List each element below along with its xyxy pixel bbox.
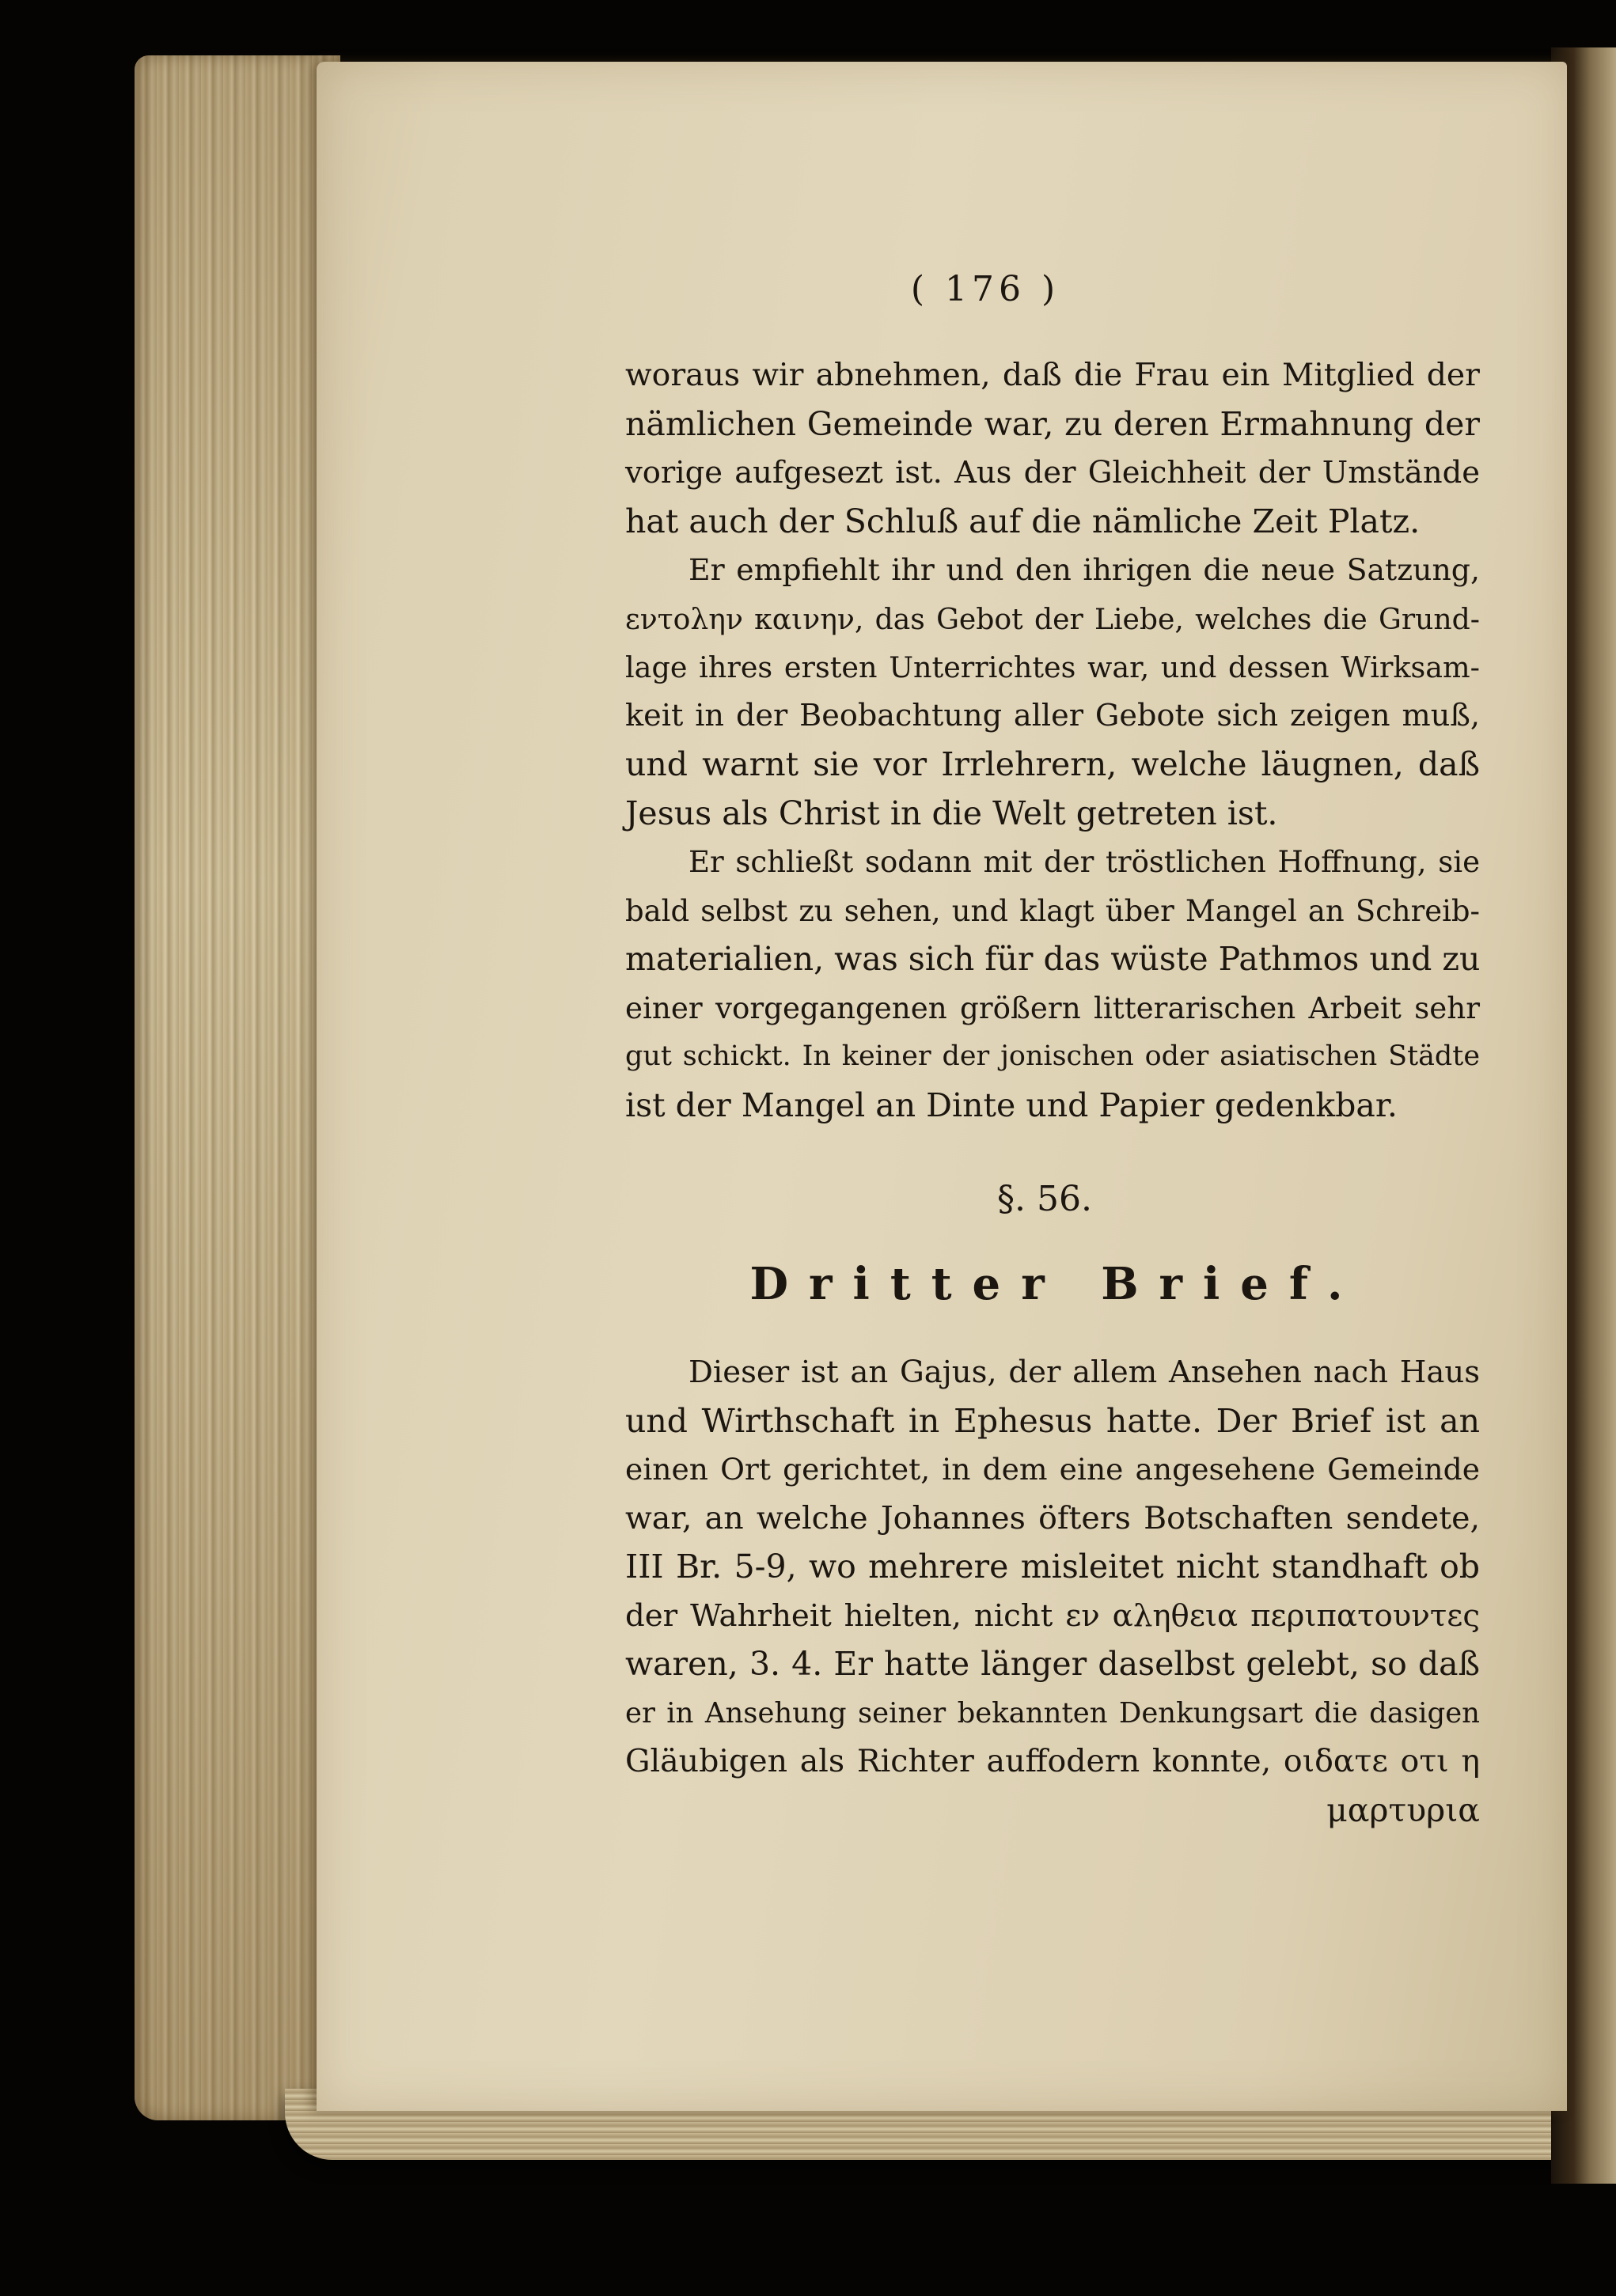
text-line: Er empfiehlt ihr und den ihrigen die neue Satzung, xyxy=(689,552,1480,587)
text-line: Dieser ist an Gajus, der allem Ansehen nach Haus xyxy=(689,1354,1480,1390)
page-edges-left xyxy=(135,55,340,2120)
paragraph-4 xyxy=(625,1348,1480,1835)
text-line: er in Ansehung seiner bekannten Denkungsart die dasigen xyxy=(625,1696,1480,1730)
text-line: εντολην καινην, das Gebot der Liebe, welches die Grund- xyxy=(625,601,1480,636)
text-line: III Br. 5-9, wo mehrere misleitet nicht standhaft ob xyxy=(625,1548,1480,1586)
text-line: Jesus als Christ in die Welt getreten ist. xyxy=(625,794,1278,832)
text-line: bald selbst zu sehen, und klagt über Mangel an Schreib- xyxy=(625,893,1480,928)
paragraph-3 xyxy=(625,838,1480,1130)
text-line: der Wahrheit hielten, nicht εν αληθεια περιπατουντες xyxy=(625,1597,1480,1634)
text-line: keit in der Beobachtung aller Gebote sich zeigen muß, xyxy=(625,698,1480,733)
text-line: ist der Mangel an Dinte und Papier gedenkbar. xyxy=(625,1085,1398,1124)
section-title: Dritter Brief. xyxy=(749,1258,1364,1310)
text-line: Gläubigen als Richter auffodern konnte, οιδατε οτι η xyxy=(625,1743,1480,1779)
text-line: nämlichen Gemeinde war, zu deren Ermahnung der xyxy=(625,404,1480,443)
text-line: und warnt sie vor Irrlehrern, welche läugnen, daß xyxy=(625,745,1480,783)
catchword: μαρτυρια xyxy=(1326,1790,1480,1829)
text-line: einer vorgegangenen größern litterarischen Arbeit sehr xyxy=(625,990,1480,1025)
text-line: waren, 3. 4. Er hatte länger daselbst gelebt, so daß xyxy=(625,1645,1480,1683)
text-line: einen Ort gerichtet, in dem eine angesehene Gemeinde xyxy=(625,1452,1480,1487)
paragraph-2 xyxy=(625,546,1480,838)
text-line: und Wirthschaft in Ephesus hatte. Der Brief ist an xyxy=(625,1401,1480,1440)
text-line: hat auch der Schluß auf die nämliche Zeit Platz. xyxy=(625,502,1421,540)
text-line: vorige aufgesezt ist. Aus der Gleichheit der Umstände xyxy=(625,455,1480,491)
text-line: materialien, was sich für das wüste Pathmos und zu xyxy=(625,940,1481,978)
text-line: lage ihres ersten Unterrichtes war, und dessen Wirksam- xyxy=(625,650,1480,684)
page-text xyxy=(625,269,1480,1835)
text-line: woraus wir abnehmen, daß die Frau ein Mitglied der xyxy=(625,357,1480,393)
page-number-header: ( 176 ) xyxy=(910,269,1060,309)
paragraph-1 xyxy=(625,351,1480,546)
section-number: §. 56. xyxy=(997,1179,1092,1219)
text-line: Er schließt sodann mit der tröstlichen Hoffnung, sie xyxy=(689,845,1480,879)
text-line: gut schickt. In keiner der jonischen oder asiatischen Städte xyxy=(625,1040,1480,1072)
text-line: war, an welche Johannes öfters Botschaften sendete, xyxy=(625,1499,1480,1536)
